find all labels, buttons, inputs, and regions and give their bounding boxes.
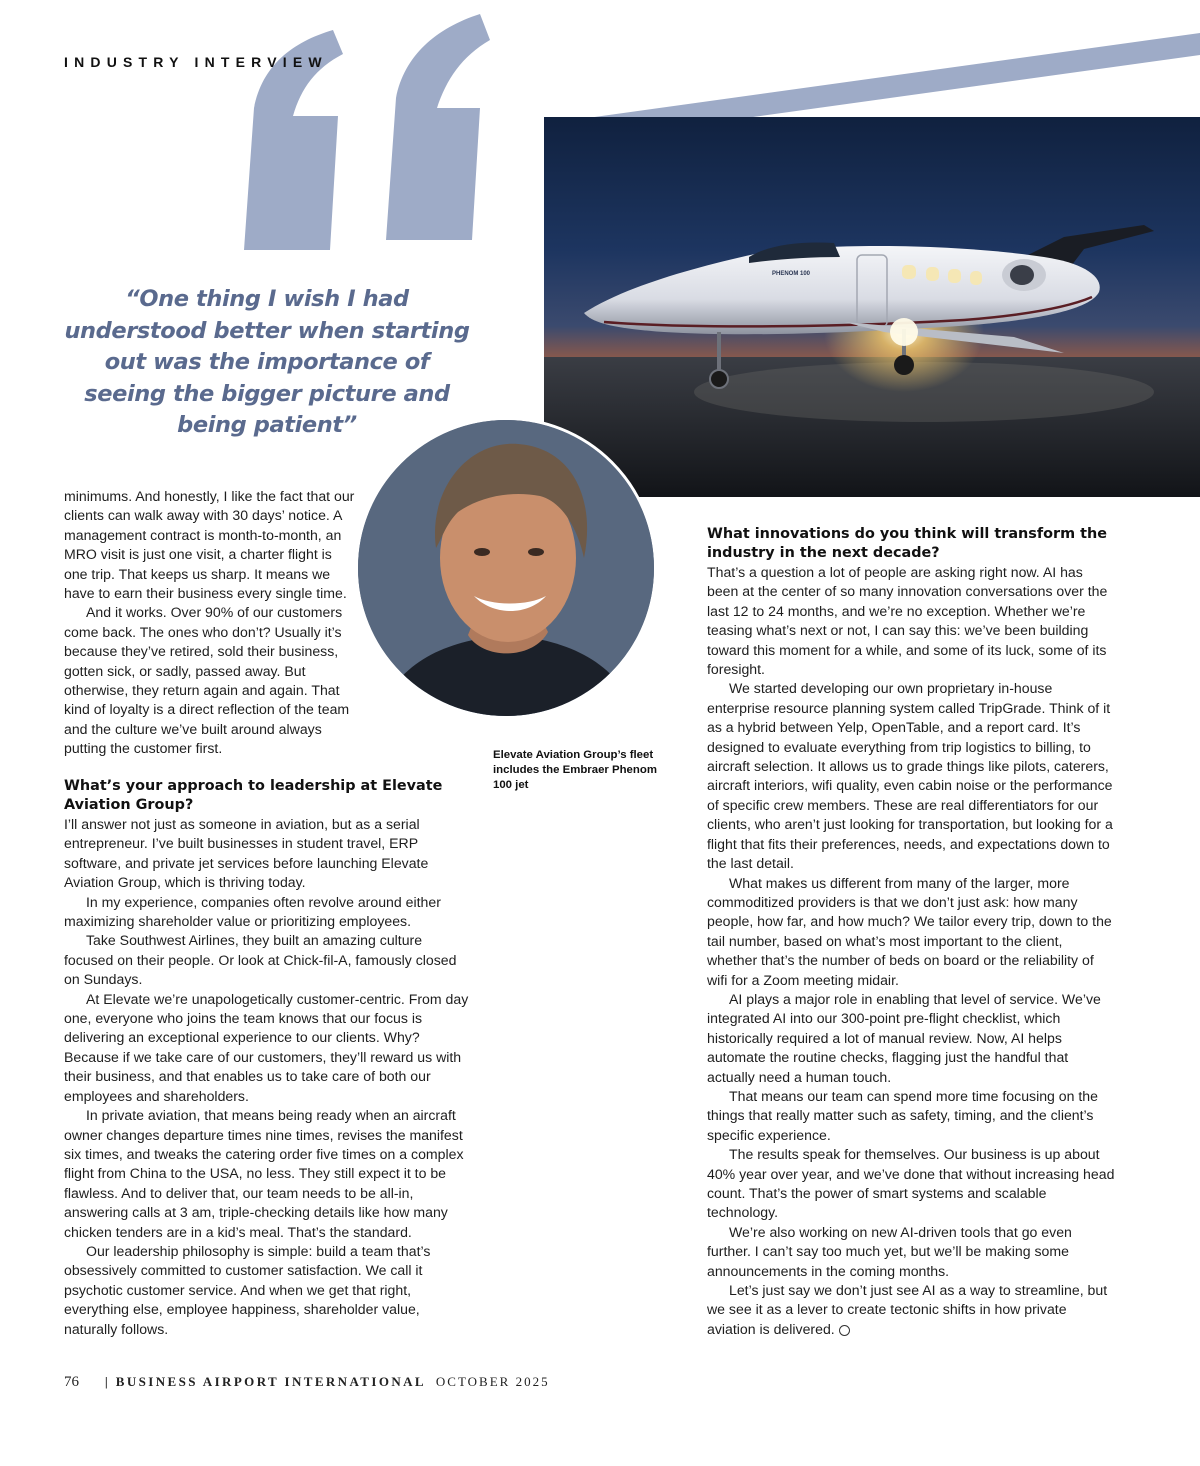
paragraph: Our leadership philosophy is simple: build a team that’s obsessively committed to customer satisfaction. We call it psychotic customer service. And when we get that right, everything else, employee happiness, shareholder value, naturally follows.	[64, 1242, 431, 1337]
paragraph: We started developing our own proprietary in-house enterprise resource planning system called TripGrade. Think of it as a hybrid between Yelp, OpenTable, and a report card. It’s designed to evaluate everything from trip logistics to billing, to aircraft selection. It allows us to grade things like pilots, caterers, aircraft interiors, wifi quality, even cabin noise or the performance of specific crew members. These are real differentiators for our clients, who aren’t just looking for transportation, but looking for a flight that fits their preferences, needs, and expectations down to the last detail.	[707, 680, 1113, 872]
paragraph: And it works. Over 90% of our customers come back. The ones who don’t? Usually it’s because they’ve retired, sold their business, gotten sick, or sadly, passed away. But otherwise, they return again and again. That kind of loyalty is a direct reflection of the team and the culture we’ve built around always putting the customer first.	[64, 604, 350, 757]
paragraph: That’s a question a lot of people are asking right now. AI has been at the center of so many innovation conversations over the last 12 to 24 months, and we’re no exception. Whether we’re teasing what’s next or not, I can say this: we’ve been building toward this moment for a while, and some of its luck, some of its foresight.	[707, 564, 1108, 678]
section-label: INDUSTRY INTERVIEW	[64, 54, 328, 70]
jet-photo	[544, 117, 1200, 497]
paragraph: Take Southwest Airlines, they built an amazing culture focused on their people. Or look at Chick-fil-A, famously closed on Sundays.	[64, 932, 457, 988]
paragraph: That means our team can spend more time focusing on the things that really matter such as safety, timing, and the client’s specific experience.	[707, 1087, 1098, 1143]
pull-quote: “One thing I wish I had understood better when starting out was the importance of seeing the bigger picture and being patient”	[64, 286, 470, 438]
question-heading: What innovations do you think will transform the industry in the next decade?	[707, 526, 1107, 561]
paragraph: The results speak for themselves. Our business is up about 40% year over year, and we’ve done that without increasing head count. That’s the power of smart systems and scalable technology.	[707, 1146, 1115, 1221]
page-footer	[64, 1373, 550, 1391]
paragraph: We’re also working on new AI-driven tools that go even further. I can’t say too much yet, but we’ll be making some announcements in the coming months.	[707, 1223, 1072, 1279]
end-of-article-icon	[839, 1325, 850, 1336]
publication-name: | BUSINESS AIRPORT INTERNATIONAL	[104, 1374, 426, 1389]
column-left-bottom	[64, 777, 470, 1339]
issue-date: OCTOBER 2025	[435, 1374, 550, 1389]
paragraph: In my experience, companies often revolve around either maximizing shareholder value or prioritizing employees.	[64, 893, 441, 930]
paragraph-text: Let’s just say we don’t just see AI as a way to streamline, but we see it as a lever to create tectonic shifts in how private aviation is delivered.	[707, 1282, 1108, 1337]
paragraph: minimums. And honestly, I like the fact that our clients can walk away with 30 days’ notice. A management contract is month-to-month, an MRO visit is just one visit, a charter flight is one trip. That keeps us sharp. It means we have to earn their business every single time.	[64, 488, 355, 602]
photo-caption: Elevate Aviation Group’s fleet includes the Embraer Phenom 100 jet	[493, 749, 657, 791]
paragraph: What makes us different from many of the larger, more commoditized providers is that we don’t just ask: how many people, how far, and how much? We tailor every trip, down to the tail number, based on what’s most important to the client, whether that’s the number of beds on board or the reliability of wifi for a Zoom meeting midair.	[707, 874, 1112, 988]
aircraft-livery: PHENOM 100	[772, 271, 811, 277]
paragraph: In private aviation, that means being ready when an aircraft owner changes departure times nine times, revises the manifest six times, and tweaks the catering order five times on a complex flight from China to the USA, no less. They still expect it to be flawless. And to deliver that, our team needs to be all-in, answering calls at 3 am, triple-checking details like how many chicken tenders are in a kid’s meal. That’s the standard.	[64, 1107, 464, 1240]
paragraph: I’ll answer not just as someone in aviation, but as a serial entrepreneur. I’ve built businesses in student travel, ERP software, and private jet services before launching Elevate Aviation Group, which is thriving today.	[64, 816, 429, 891]
paragraph: AI plays a major role in enabling that level of service. We’ve integrated AI into our 300-point pre-flight checklist, which historically required a lot of manual review. Now, AI helps automate the routine checks, flagging just the handful that actually need a human touch.	[707, 990, 1101, 1085]
question-heading: What’s your approach to leadership at Elevate Aviation Group?	[64, 778, 443, 813]
paragraph-last	[707, 1281, 1115, 1339]
open-quote-icon	[244, 14, 490, 250]
column-left-top	[64, 487, 356, 759]
paragraph: At Elevate we’re unapologetically customer-centric. From day one, everyone who joins the team knows that our focus is delivering an exceptional experience to our clients. Why? Because if we take care of our customers, they’ll reward us with their business, and that enables us to take care of both our employees and shareholders.	[64, 990, 469, 1104]
portrait-photo	[355, 417, 657, 719]
page-number: 76	[64, 1374, 79, 1390]
column-right	[707, 525, 1115, 1339]
